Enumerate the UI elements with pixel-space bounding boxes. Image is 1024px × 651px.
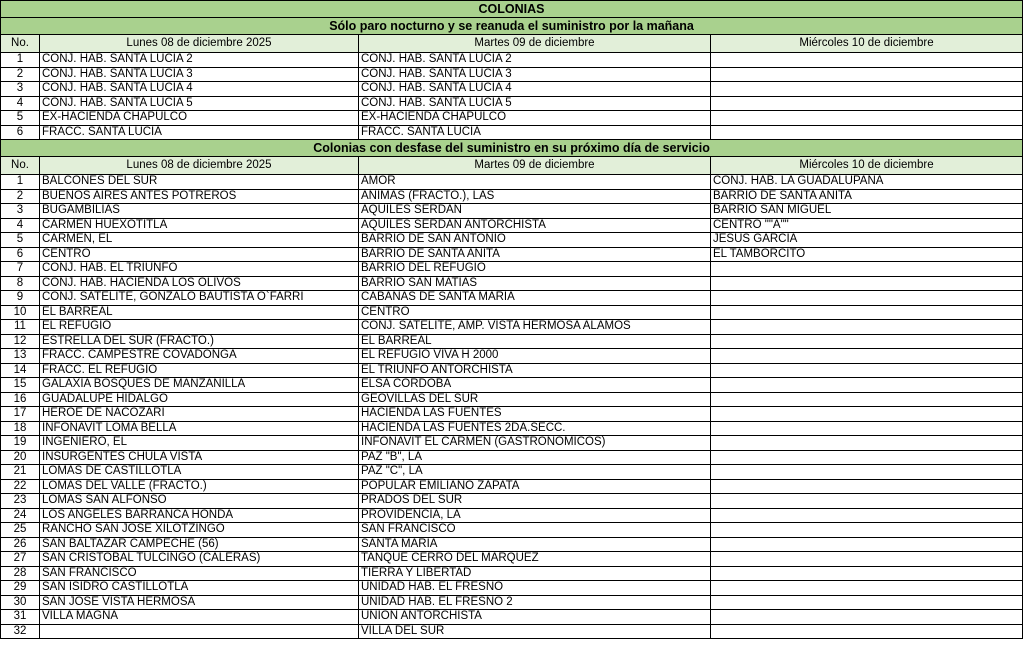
section1-title: Sólo paro nocturno y se reanuda el suministro por la mañana bbox=[1, 18, 1023, 35]
row-number: 20 bbox=[1, 450, 40, 465]
monday-colonia: GUADALUPE HIDALGO bbox=[40, 392, 359, 407]
monday-colonia: ESTRELLA DEL SUR (FRACTO.) bbox=[40, 334, 359, 349]
tuesday-colonia: CABAÑAS DE SANTA MARIA bbox=[359, 291, 711, 306]
monday-colonia: EL BARREAL bbox=[40, 305, 359, 320]
tuesday-colonia: EL TRIUNFO ANTORCHISTA bbox=[359, 363, 711, 378]
tuesday-colonia: GEOVILLAS DEL SUR bbox=[359, 392, 711, 407]
tuesday-colonia: CONJ. HAB. SANTA LUCÍA 3 bbox=[359, 67, 711, 82]
monday-colonia: CONJ. HAB. SANTA LUCÍA 2 bbox=[40, 53, 359, 68]
wednesday-colonia: JESÚS GARCÍA bbox=[711, 233, 1023, 248]
table-row bbox=[1, 363, 1023, 378]
wednesday-colonia bbox=[711, 349, 1023, 364]
table-row bbox=[1, 523, 1023, 538]
monday-colonia: HEROE DE NACOZARI bbox=[40, 407, 359, 422]
tuesday-colonia: PAZ "B", LA bbox=[359, 450, 711, 465]
monday-colonia: INFONAVIT LOMA BELLA bbox=[40, 421, 359, 436]
wednesday-colonia bbox=[711, 581, 1023, 596]
header-monday: Lunes 08 de diciembre 2025 bbox=[40, 35, 359, 53]
tuesday-colonia: HACIENDA LAS FUENTES 2DA.SECC. bbox=[359, 421, 711, 436]
row-number: 8 bbox=[1, 276, 40, 291]
header-tuesday: Martes 09 de diciembre bbox=[359, 157, 711, 175]
wednesday-colonia bbox=[711, 96, 1023, 111]
monday-colonia: LOS ANGELES BARRANCA HONDA bbox=[40, 508, 359, 523]
table-row bbox=[1, 392, 1023, 407]
monday-colonia: SAN ISIDRO CASTILLOTLA bbox=[40, 581, 359, 596]
wednesday-colonia bbox=[711, 320, 1023, 335]
wednesday-colonia bbox=[711, 407, 1023, 422]
tuesday-colonia: UNIDAD HAB. EL FRESNO bbox=[359, 581, 711, 596]
tuesday-colonia: ELSA CORDOBA bbox=[359, 378, 711, 393]
wednesday-colonia bbox=[711, 537, 1023, 552]
table-row bbox=[1, 305, 1023, 320]
table-row bbox=[1, 96, 1023, 111]
wednesday-colonia bbox=[711, 262, 1023, 277]
monday-colonia: EL REFUGIO bbox=[40, 320, 359, 335]
wednesday-colonia bbox=[711, 508, 1023, 523]
monday-colonia: RANCHO SAN JOSE XILOTZINGO bbox=[40, 523, 359, 538]
main-title-row bbox=[1, 1, 1023, 18]
row-number: 5 bbox=[1, 111, 40, 126]
tuesday-colonia: TANQUE CERRO DEL MARQUEZ bbox=[359, 552, 711, 567]
table-row bbox=[1, 233, 1023, 248]
monday-colonia: CONJ. HAB. SANTA LUCÍA 5 bbox=[40, 96, 359, 111]
tuesday-colonia: BARRIO SAN MATIAS bbox=[359, 276, 711, 291]
monday-colonia: LOMAS SAN ALFONSO bbox=[40, 494, 359, 509]
header-tuesday: Martes 09 de diciembre bbox=[359, 35, 711, 53]
wednesday-colonia bbox=[711, 523, 1023, 538]
tuesday-colonia: UNIDAD HAB. EL FRESNO 2 bbox=[359, 595, 711, 610]
wednesday-colonia bbox=[711, 494, 1023, 509]
tuesday-colonia: AMOR bbox=[359, 175, 711, 190]
wednesday-colonia bbox=[711, 111, 1023, 126]
monday-colonia: FRACC. EL REFUGIO bbox=[40, 363, 359, 378]
row-number: 26 bbox=[1, 537, 40, 552]
wednesday-colonia bbox=[711, 566, 1023, 581]
wednesday-colonia bbox=[711, 363, 1023, 378]
row-number: 9 bbox=[1, 291, 40, 306]
table-row bbox=[1, 291, 1023, 306]
monday-colonia: FRACC. SANTA LUCÍA bbox=[40, 125, 359, 140]
table-row bbox=[1, 624, 1023, 639]
monday-colonia: BALCONES DEL SUR bbox=[40, 175, 359, 190]
monday-colonia: CENTRO bbox=[40, 247, 359, 262]
table-row bbox=[1, 82, 1023, 97]
row-number: 12 bbox=[1, 334, 40, 349]
monday-colonia: EX-HACIENDA CHAPULCO bbox=[40, 111, 359, 126]
table-row bbox=[1, 67, 1023, 82]
table-row bbox=[1, 349, 1023, 364]
row-number: 4 bbox=[1, 96, 40, 111]
tuesday-colonia: BARRIO DE SAN ANTONIO bbox=[359, 233, 711, 248]
row-number: 1 bbox=[1, 53, 40, 68]
wednesday-colonia bbox=[711, 479, 1023, 494]
monday-colonia: BUENOS AIRES ANTES POTREROS bbox=[40, 189, 359, 204]
wednesday-colonia: BARRIO DE SANTA ANITA bbox=[711, 189, 1023, 204]
tuesday-colonia: UNION ANTORCHISTA bbox=[359, 610, 711, 625]
tuesday-colonia: SANTA MARIA bbox=[359, 537, 711, 552]
tuesday-colonia: TIERRA Y LIBERTAD bbox=[359, 566, 711, 581]
monday-colonia: CONJ. HAB. HACIENDA LOS OLIVOS bbox=[40, 276, 359, 291]
monday-colonia bbox=[40, 624, 359, 639]
row-number: 29 bbox=[1, 581, 40, 596]
section2-header-row bbox=[1, 157, 1023, 175]
wednesday-colonia bbox=[711, 334, 1023, 349]
section2-title-row bbox=[1, 140, 1023, 157]
row-number: 11 bbox=[1, 320, 40, 335]
row-number: 6 bbox=[1, 247, 40, 262]
row-number: 31 bbox=[1, 610, 40, 625]
monday-colonia: INGENIERO, EL bbox=[40, 436, 359, 451]
tuesday-colonia: EL BARREAL bbox=[359, 334, 711, 349]
row-number: 17 bbox=[1, 407, 40, 422]
row-number: 7 bbox=[1, 262, 40, 277]
row-number: 18 bbox=[1, 421, 40, 436]
row-number: 16 bbox=[1, 392, 40, 407]
wednesday-colonia bbox=[711, 125, 1023, 140]
tuesday-colonia: BARRIO DE SANTA ANITA bbox=[359, 247, 711, 262]
row-number: 28 bbox=[1, 566, 40, 581]
row-number: 24 bbox=[1, 508, 40, 523]
monday-colonia: BUGAMBILIAS bbox=[40, 204, 359, 219]
tuesday-colonia: VILLA DEL SUR bbox=[359, 624, 711, 639]
tuesday-colonia: POPULAR EMILIANO ZAPATA bbox=[359, 479, 711, 494]
monday-colonia: SAN BALTAZAR CAMPECHE (56) bbox=[40, 537, 359, 552]
header-no: No. bbox=[1, 157, 40, 175]
row-number: 22 bbox=[1, 479, 40, 494]
tuesday-colonia: HACIENDA LAS FUENTES bbox=[359, 407, 711, 422]
tuesday-colonia: AQUILES SERDAN ANTORCHISTA bbox=[359, 218, 711, 233]
monday-colonia: CONJ. SATELITE, GONZALO BAUTISTA O`FARRI bbox=[40, 291, 359, 306]
tuesday-colonia: AQUILES SERDAN bbox=[359, 204, 711, 219]
tuesday-colonia: PAZ "C", LA bbox=[359, 465, 711, 480]
table-row bbox=[1, 581, 1023, 596]
monday-colonia: INSURGENTES CHULA VISTA bbox=[40, 450, 359, 465]
wednesday-colonia bbox=[711, 392, 1023, 407]
table-row bbox=[1, 204, 1023, 219]
wednesday-colonia bbox=[711, 276, 1023, 291]
row-number: 15 bbox=[1, 378, 40, 393]
table-row bbox=[1, 175, 1023, 190]
row-number: 6 bbox=[1, 125, 40, 140]
table-row bbox=[1, 189, 1023, 204]
tuesday-colonia: SAN FRANCISCO bbox=[359, 523, 711, 538]
wednesday-colonia bbox=[711, 450, 1023, 465]
row-number: 1 bbox=[1, 175, 40, 190]
row-number: 27 bbox=[1, 552, 40, 567]
tuesday-colonia: ANIMAS (FRACTO.), LAS bbox=[359, 189, 711, 204]
monday-colonia: GALAXIA BOSQUES DE MANZANILLA bbox=[40, 378, 359, 393]
wednesday-colonia bbox=[711, 67, 1023, 82]
row-number: 3 bbox=[1, 82, 40, 97]
table-row bbox=[1, 125, 1023, 140]
row-number: 10 bbox=[1, 305, 40, 320]
tuesday-colonia: CONJ. HAB. SANTA LUCÍA 5 bbox=[359, 96, 711, 111]
monday-colonia: CARMEN HUEXOTITLA bbox=[40, 218, 359, 233]
table-row bbox=[1, 53, 1023, 68]
table-row bbox=[1, 218, 1023, 233]
row-number: 19 bbox=[1, 436, 40, 451]
monday-colonia: LOMAS DEL VALLE (FRACTO.) bbox=[40, 479, 359, 494]
tuesday-colonia: CENTRO bbox=[359, 305, 711, 320]
wednesday-colonia bbox=[711, 305, 1023, 320]
table-row bbox=[1, 610, 1023, 625]
wednesday-colonia bbox=[711, 82, 1023, 97]
row-number: 3 bbox=[1, 204, 40, 219]
table-row bbox=[1, 334, 1023, 349]
section1-body bbox=[1, 53, 1023, 140]
wednesday-colonia bbox=[711, 595, 1023, 610]
main-title: COLONIAS bbox=[1, 1, 1023, 18]
table-row bbox=[1, 262, 1023, 277]
table-row bbox=[1, 465, 1023, 480]
table-row bbox=[1, 421, 1023, 436]
row-number: 13 bbox=[1, 349, 40, 364]
monday-colonia: SAN FRANCISCO bbox=[40, 566, 359, 581]
table-row bbox=[1, 479, 1023, 494]
tuesday-colonia: CONJ. SATELITE, AMP. VISTA HERMOSA ALAMOS bbox=[359, 320, 711, 335]
wednesday-colonia bbox=[711, 465, 1023, 480]
tuesday-colonia: EL REFUGIO VIVA H 2000 bbox=[359, 349, 711, 364]
table-row bbox=[1, 378, 1023, 393]
tuesday-colonia: PROVIDENCIA, LA bbox=[359, 508, 711, 523]
row-number: 21 bbox=[1, 465, 40, 480]
table-row bbox=[1, 407, 1023, 422]
tuesday-colonia: FRACC. SANTA LUCÍA bbox=[359, 125, 711, 140]
table-row bbox=[1, 552, 1023, 567]
table-row bbox=[1, 537, 1023, 552]
monday-colonia: CONJ. HAB. SANTA LUCÍA 4 bbox=[40, 82, 359, 97]
row-number: 32 bbox=[1, 624, 40, 639]
monday-colonia: CONJ. HAB. SANTA LUCÍA 3 bbox=[40, 67, 359, 82]
monday-colonia: SAN CRISTOBAL TULCINGO (CALERAS) bbox=[40, 552, 359, 567]
table-row bbox=[1, 595, 1023, 610]
monday-colonia: LOMAS DE CASTILLOTLA bbox=[40, 465, 359, 480]
tuesday-colonia: INFONAVIT EL CARMEN (GASTRONOMICOS) bbox=[359, 436, 711, 451]
section2-title: Colonias con desfase del suministro en su próximo día de servicio bbox=[1, 140, 1023, 157]
row-number: 2 bbox=[1, 189, 40, 204]
table-row bbox=[1, 320, 1023, 335]
wednesday-colonia bbox=[711, 624, 1023, 639]
monday-colonia: FRACC. CAMPESTRE COVADONGA bbox=[40, 349, 359, 364]
table-row bbox=[1, 111, 1023, 126]
wednesday-colonia: CENTRO ""A"" bbox=[711, 218, 1023, 233]
row-number: 25 bbox=[1, 523, 40, 538]
wednesday-colonia bbox=[711, 421, 1023, 436]
header-monday: Lunes 08 de diciembre 2025 bbox=[40, 157, 359, 175]
tuesday-colonia: CONJ. HAB. SANTA LUCÍA 4 bbox=[359, 82, 711, 97]
row-number: 30 bbox=[1, 595, 40, 610]
tuesday-colonia: BARRIO DEL REFUGIO bbox=[359, 262, 711, 277]
table-row bbox=[1, 276, 1023, 291]
header-wednesday: Miércoles 10 de diciembre bbox=[711, 35, 1023, 53]
tuesday-colonia: PRADOS DEL SUR bbox=[359, 494, 711, 509]
table-row bbox=[1, 436, 1023, 451]
section1-header-row bbox=[1, 35, 1023, 53]
table-row bbox=[1, 566, 1023, 581]
tuesday-colonia: EX-HACIENDA CHAPULCO bbox=[359, 111, 711, 126]
row-number: 23 bbox=[1, 494, 40, 509]
row-number: 5 bbox=[1, 233, 40, 248]
wednesday-colonia bbox=[711, 53, 1023, 68]
wednesday-colonia bbox=[711, 291, 1023, 306]
table-row bbox=[1, 508, 1023, 523]
table-row bbox=[1, 450, 1023, 465]
wednesday-colonia bbox=[711, 552, 1023, 567]
section1-title-row bbox=[1, 18, 1023, 35]
wednesday-colonia: CONJ. HAB. LA GUADALUPANA bbox=[711, 175, 1023, 190]
table-row bbox=[1, 247, 1023, 262]
wednesday-colonia bbox=[711, 378, 1023, 393]
monday-colonia: VILLA MAGNA bbox=[40, 610, 359, 625]
header-no: No. bbox=[1, 35, 40, 53]
row-number: 2 bbox=[1, 67, 40, 82]
wednesday-colonia bbox=[711, 436, 1023, 451]
wednesday-colonia: EL TAMBORCITO bbox=[711, 247, 1023, 262]
monday-colonia: CONJ. HAB. EL TRIUNFO bbox=[40, 262, 359, 277]
section2-body bbox=[1, 175, 1023, 639]
tuesday-colonia: CONJ. HAB. SANTA LUCÍA 2 bbox=[359, 53, 711, 68]
monday-colonia: CARMEN, EL bbox=[40, 233, 359, 248]
wednesday-colonia bbox=[711, 610, 1023, 625]
header-wednesday: Miércoles 10 de diciembre bbox=[711, 157, 1023, 175]
row-number: 4 bbox=[1, 218, 40, 233]
monday-colonia: SAN JOSE VISTA HERMOSA bbox=[40, 595, 359, 610]
row-number: 14 bbox=[1, 363, 40, 378]
table-row bbox=[1, 494, 1023, 509]
wednesday-colonia: BARRIO SAN MIGUEL bbox=[711, 204, 1023, 219]
